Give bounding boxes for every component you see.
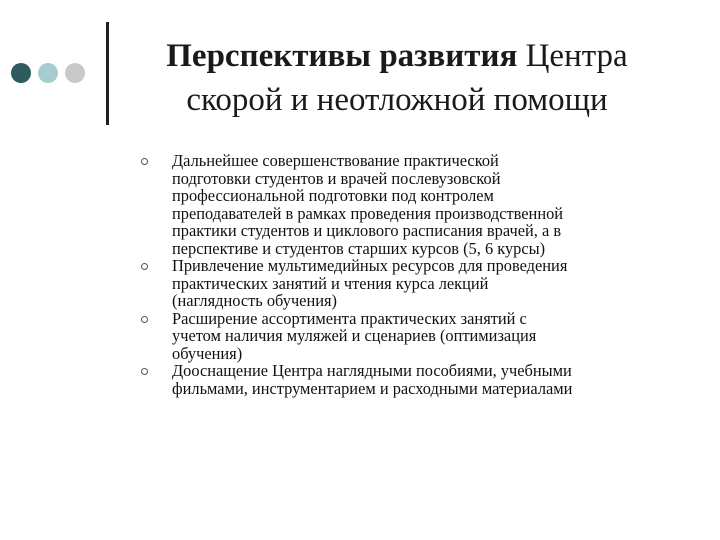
- list-item: [0, 310, 720, 363]
- bullet-list: [0, 152, 720, 397]
- dot-light-teal-icon: [38, 63, 58, 83]
- list-item-text: Дальнейшее совершенствование практической подготовки студентов и врачей послевузовской профессиональной подготовки под контролем преподавателей в рамках проведения производственной практики студентов и циклового расписания врачей, а в перспективе и студентов старших курсов (5, 6 курсы): [172, 151, 564, 258]
- decorative-dots: [11, 63, 85, 83]
- list-item-text: Привлечение мультимедийных ресурсов для проведения практических занятий и чтения курса лекций (наглядность обучения): [172, 256, 568, 310]
- title-bold-part: Перспективы развития: [166, 38, 518, 74]
- list-item: [0, 152, 720, 257]
- title-divider: [106, 22, 109, 125]
- list-item: [0, 257, 720, 310]
- list-item-text: Расширение ассортимента практических занятий с учетом наличия муляжей и сценариев (оптимизация обучения): [172, 308, 537, 363]
- bullet-ring-icon: [141, 263, 148, 270]
- bullet-ring-icon: [141, 368, 148, 375]
- bullet-ring-icon: [141, 316, 148, 323]
- bullet-ring-icon: [141, 158, 148, 165]
- list-item-text: Дооснащение Центра наглядными пособиями, учебными фильмами, инструментарием и расходными материалами: [172, 361, 573, 398]
- title-regular-part: Центра: [525, 38, 628, 74]
- dot-gray-icon: [65, 63, 85, 83]
- slide-title: [112, 34, 682, 122]
- dot-dark-icon: [11, 63, 31, 83]
- list-item: [0, 362, 720, 397]
- title-line-2: скорой и неотложной помощи: [186, 82, 608, 118]
